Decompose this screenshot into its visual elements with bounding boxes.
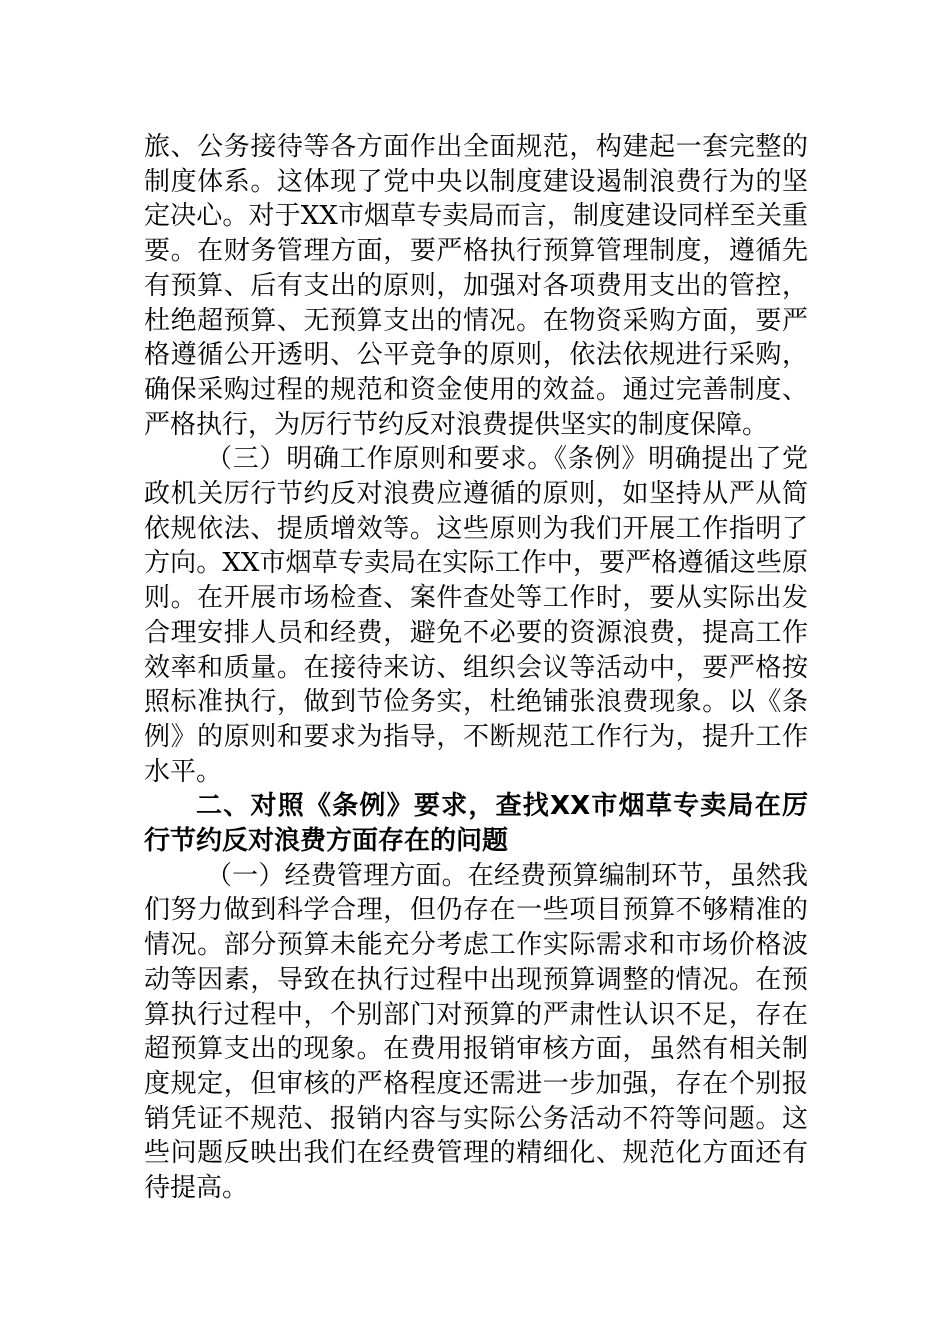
paragraph-work-principles: （三）明确工作原则和要求。《条例》明确提出了党政机关厉行节约反对浪费应遵循的原则，如坚持从严从简依规依法、提质增效等。这些原则为我们开展工作指明了方向。XX市烟草专卖局在实际工作中，要严格遵循这些原则。在开展市场检查、案件查处等工作时，要从实际出发合理安排人员和经费，避免不必要的资源浪费，提高工作效率和质量。在接待来访、组织会议等活动中，要严格按照标准执行，做到节俭务实，杜绝铺张浪费现象。以《条例》的原则和要求为指导，不断规范工作行为，提升工作水平。 xyxy=(144,444,808,787)
paragraph-regulation-system: 旅、公务接待等各方面作出全面规范，构建起一套完整的制度体系。这体现了党中央以制度建设遏制浪费行为的坚定决心。对于XX市烟草专卖局而言，制度建设同样至关重要。在财务管理方面，要严格执行预算管理制度，遵循先有预算、后有支出的原则，加强对各项费用支出的管控，杜绝超预算、无预算支出的情况。在物资采购方面，要严格遵循公开透明、公平竞争的原则，依法依规进行采购，确保采购过程的规范和资金使用的效益。通过完善制度、严格执行，为厉行节约反对浪费提供坚实的制度保障。 xyxy=(144,132,808,440)
paragraph-fund-management: （一）经费管理方面。在经费预算编制环节，虽然我们努力做到科学合理，但仍存在一些项目预算不够精准的情况。部分预算未能充分考虑工作实际需求和市场价格波动等因素，导致在执行过程中出现预算调整的情况。在预算执行过程中，个别部门对预算的严肃性认识不足，存在超预算支出的现象。在费用报销审核方面，虽然有相关制度规定，但审核的严格程度还需进一步加强，存在个别报销凭证不规范、报销内容与实际公务活动不符等问题。这些问题反映出我们在经费管理的精细化、规范化方面还有待提高。 xyxy=(144,860,808,1204)
section-heading-problems: 二、对照《条例》要求，查找XX市烟草专卖局在厉行节约反对浪费方面存在的问题 xyxy=(144,791,808,857)
document-body xyxy=(144,130,808,1206)
